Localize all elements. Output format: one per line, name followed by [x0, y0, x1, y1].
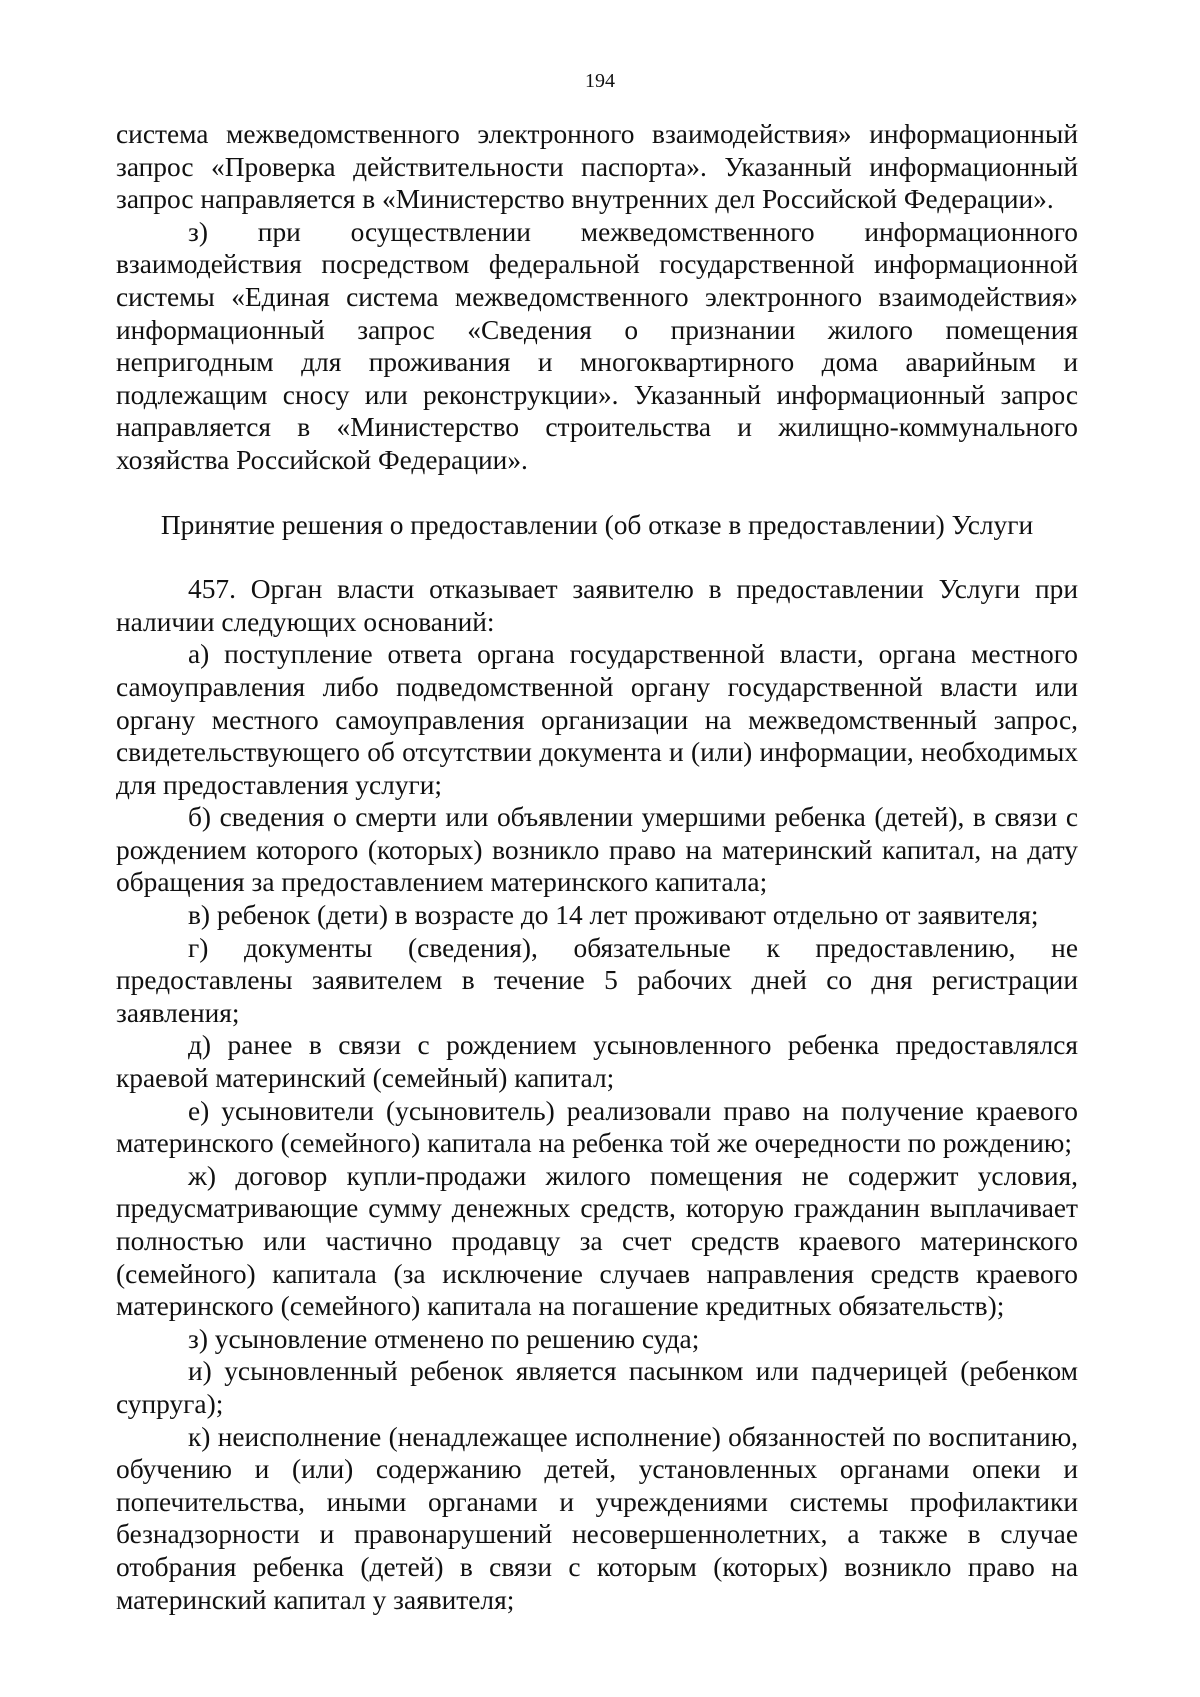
paragraph-item-zh: ж) договор купли-продажи жилого помещения не содержит условия, предусматривающие сумму денежных средств, которую гражданин выплачивает полностью или частично продавцу за счет средств краевого материнского (семейного) капитала (за исключение случаев направления средств краевого материнского (семейного) капитала на погашение кредитных обязательств); [116, 1160, 1078, 1322]
paragraph-item-e: е) усыновители (усыновитель) реализовали право на получение краевого материнского (семейного) капитала на ребенка той же очередности по рождению; [116, 1095, 1078, 1159]
section-heading: Принятие решения о предоставлении (об отказе в предоставлении) Услуги [160, 509, 1034, 540]
paragraph-item-k: к) неисполнение (ненадлежащее исполнение) обязанностей по воспитанию, обучению и (или) содержанию детей, установленных органами опеки и попечительства, иными органами и учреждениями системы профилактики безнадзорности и правонарушений несовершеннолетних, а также в случае отобрания ребенка (детей) в связи с которым (которых) возникло право на материнский капитал у заявителя; [116, 1421, 1078, 1615]
paragraph-item-i: и) усыновленный ребенок является пасынком или падчерицей (ребенком супруга); [116, 1356, 1078, 1419]
paragraph-continuation: система межведомственного электронного взаимодействия» информационный запрос «Проверка действительности паспорта». Указанный информационный запрос направляется в «Министерство внутренних дел Российской Федерации». [116, 119, 1078, 215]
paragraph-item-z: з) усыновление отменено по решению суда; [188, 1323, 700, 1354]
paragraph-item-b: б) сведения о смерти или объявлении умершими ребенка (детей), в связи с рождением которого (которых) возникло право на материнский капитал, на дату обращения за предоставлением материнского капитала; [116, 802, 1078, 898]
paragraph-item-a: а) поступление ответа органа государственной власти, органа местного самоуправления либо подведомственной органу государственной власти или органу местного самоуправления организации на межведомственный запрос, свидетельствующего об отсутствии документа и (или) информации, необходимых для предоставления услуги; [116, 639, 1078, 800]
paragraph-item-z-query: з) при осуществлении межведомственного информационного взаимодействия посредством федеральной государственной информационной системы «Единая система межведомственного электронного взаимодействия» информационный запрос «Сведения о признании жилого помещения непригодным для проживания и многоквартирного дома аварийным и подлежащим сносу или реконструкции». Указанный информационный запрос направляется в «Министерство строительства и жилищно-коммунального хозяйства Российской Федерации». [116, 216, 1078, 475]
document-body [116, 118, 1078, 1616]
paragraph-item-d: д) ранее в связи с рождением усыновленного ребенка предоставлялся краевой материнский (семейный) капитал; [116, 1030, 1078, 1094]
paragraph-item-v: в) ребенок (дети) в возрасте до 14 лет проживают отдельно от заявителя; [188, 900, 1039, 931]
paragraph-item-g: г) документы (сведения), обязательные к предоставлению, не предоставлены заявителем в течение 5 рабочих дней со дня регистрации заявления; [116, 932, 1078, 1028]
paragraph-457: 457. Орган власти отказывает заявителю в предоставлении Услуги при наличии следующих оснований: [116, 574, 1078, 637]
page-number: 194 [585, 70, 615, 92]
